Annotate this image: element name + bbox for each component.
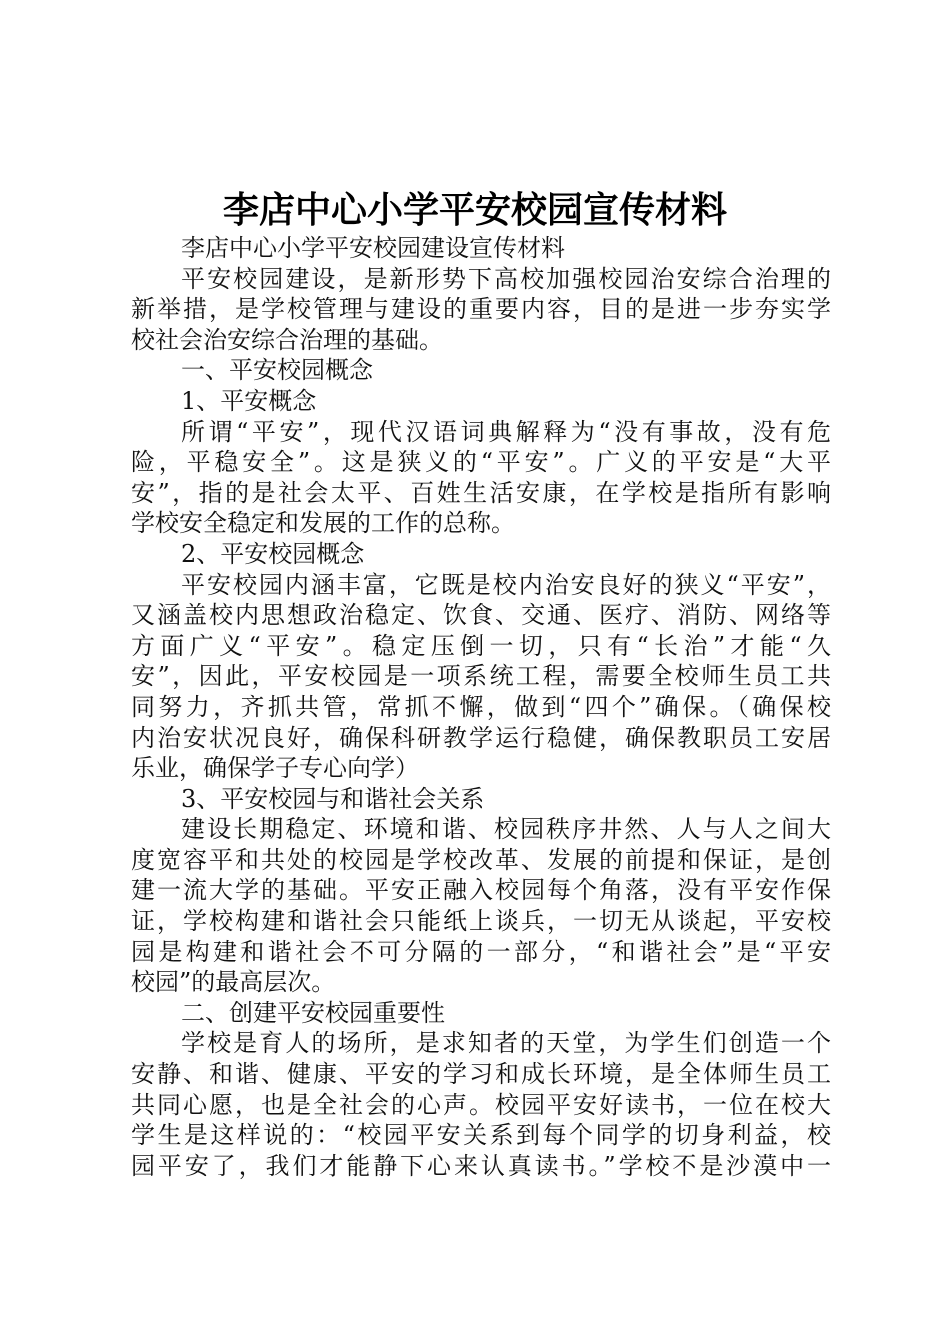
section-heading: 二、创建平安校园重要性 bbox=[181, 998, 445, 1027]
body-line: 新举措，是学校管理与建设的重要内容，目的是进一步夯实学 bbox=[131, 295, 831, 324]
body-line: 内治安状况良好，确保科研教学运行稳健，确保教职员工安居 bbox=[131, 723, 831, 752]
body-line: 建设长期稳定、环境和谐、校园秩序井然、人与人之间大 bbox=[181, 815, 831, 844]
body-line: 校园”的最高层次。 bbox=[131, 968, 336, 997]
body-line: 建一流大学的基础。平安正融入校园每个角落，没有平安作保 bbox=[131, 876, 831, 905]
body-line: 证，学校构建和谐社会只能纸上谈兵，一切无从谈起，平安校 bbox=[131, 907, 831, 936]
body-line: 又涵盖校内思想政治稳定、饮食、交通、医疗、消防、网络等 bbox=[131, 601, 831, 630]
body-line: 安”，因此，平安校园是一项系统工程，需要全校师生员工共 bbox=[131, 662, 831, 691]
body-line: 度宽容平和共处的校园是学校改革、发展的前提和保证，是创 bbox=[131, 845, 831, 874]
body-line: 安”，指的是社会太平、百姓生活安康，在学校是指所有影响 bbox=[131, 478, 831, 507]
document-title: 李店中心小学平安校园宣传材料 bbox=[222, 189, 727, 231]
body-line: 园平安了，我们才能静下心来认真读书。”学校不是沙漠中一 bbox=[131, 1151, 831, 1180]
body-line: 乐业，确保学子专心向学） bbox=[131, 754, 419, 783]
subsection-heading: 2、平安校园概念 bbox=[181, 539, 365, 568]
body-line: 安静、和谐、健康、平安的学习和成长环境，是全体师生员工 bbox=[131, 1060, 831, 1089]
body-line: 园是构建和谐社会不可分隔的一部分，“和谐社会”是“平安 bbox=[131, 937, 831, 966]
body-line: 校社会治安综合治理的基础。 bbox=[131, 325, 443, 354]
body-line: 学生是这样说的：“校园平安关系到每个同学的切身利益，校 bbox=[131, 1121, 831, 1150]
body-line: 所谓“平安”，现代汉语词典解释为“没有事故，没有危 bbox=[181, 417, 831, 446]
body-line: 平安校园内涵丰富，它既是校内治安良好的狭义“平安”， bbox=[181, 570, 831, 599]
subsection-heading: 3、平安校园与和谐社会关系 bbox=[181, 784, 485, 813]
body-line: 同努力，齐抓共管，常抓不懈，做到“四个”确保。（确保校 bbox=[131, 692, 831, 721]
body-line: 学校是育人的场所，是求知者的天堂，为学生们创造一个 bbox=[181, 1029, 831, 1058]
subsection-heading: 1、平安概念 bbox=[181, 386, 317, 415]
body-line: 方面广义“平安”。稳定压倒一切，只有“长治”才能“久 bbox=[131, 631, 831, 660]
body-line: 共同心愿，也是全社会的心声。校园平安好读书，一位在校大 bbox=[131, 1090, 831, 1119]
body-line: 平安校园建设，是新形势下高校加强校园治安综合治理的 bbox=[181, 264, 831, 293]
section-heading: 一、平安校园概念 bbox=[181, 356, 373, 385]
body-line: 险，平稳安全”。这是狭义的“平安”。广义的平安是“大平 bbox=[131, 448, 831, 477]
body-line: 李店中心小学平安校园建设宣传材料 bbox=[181, 234, 565, 262]
document-body bbox=[131, 233, 831, 1181]
body-line: 学校安全稳定和发展的工作的总称。 bbox=[131, 509, 515, 538]
